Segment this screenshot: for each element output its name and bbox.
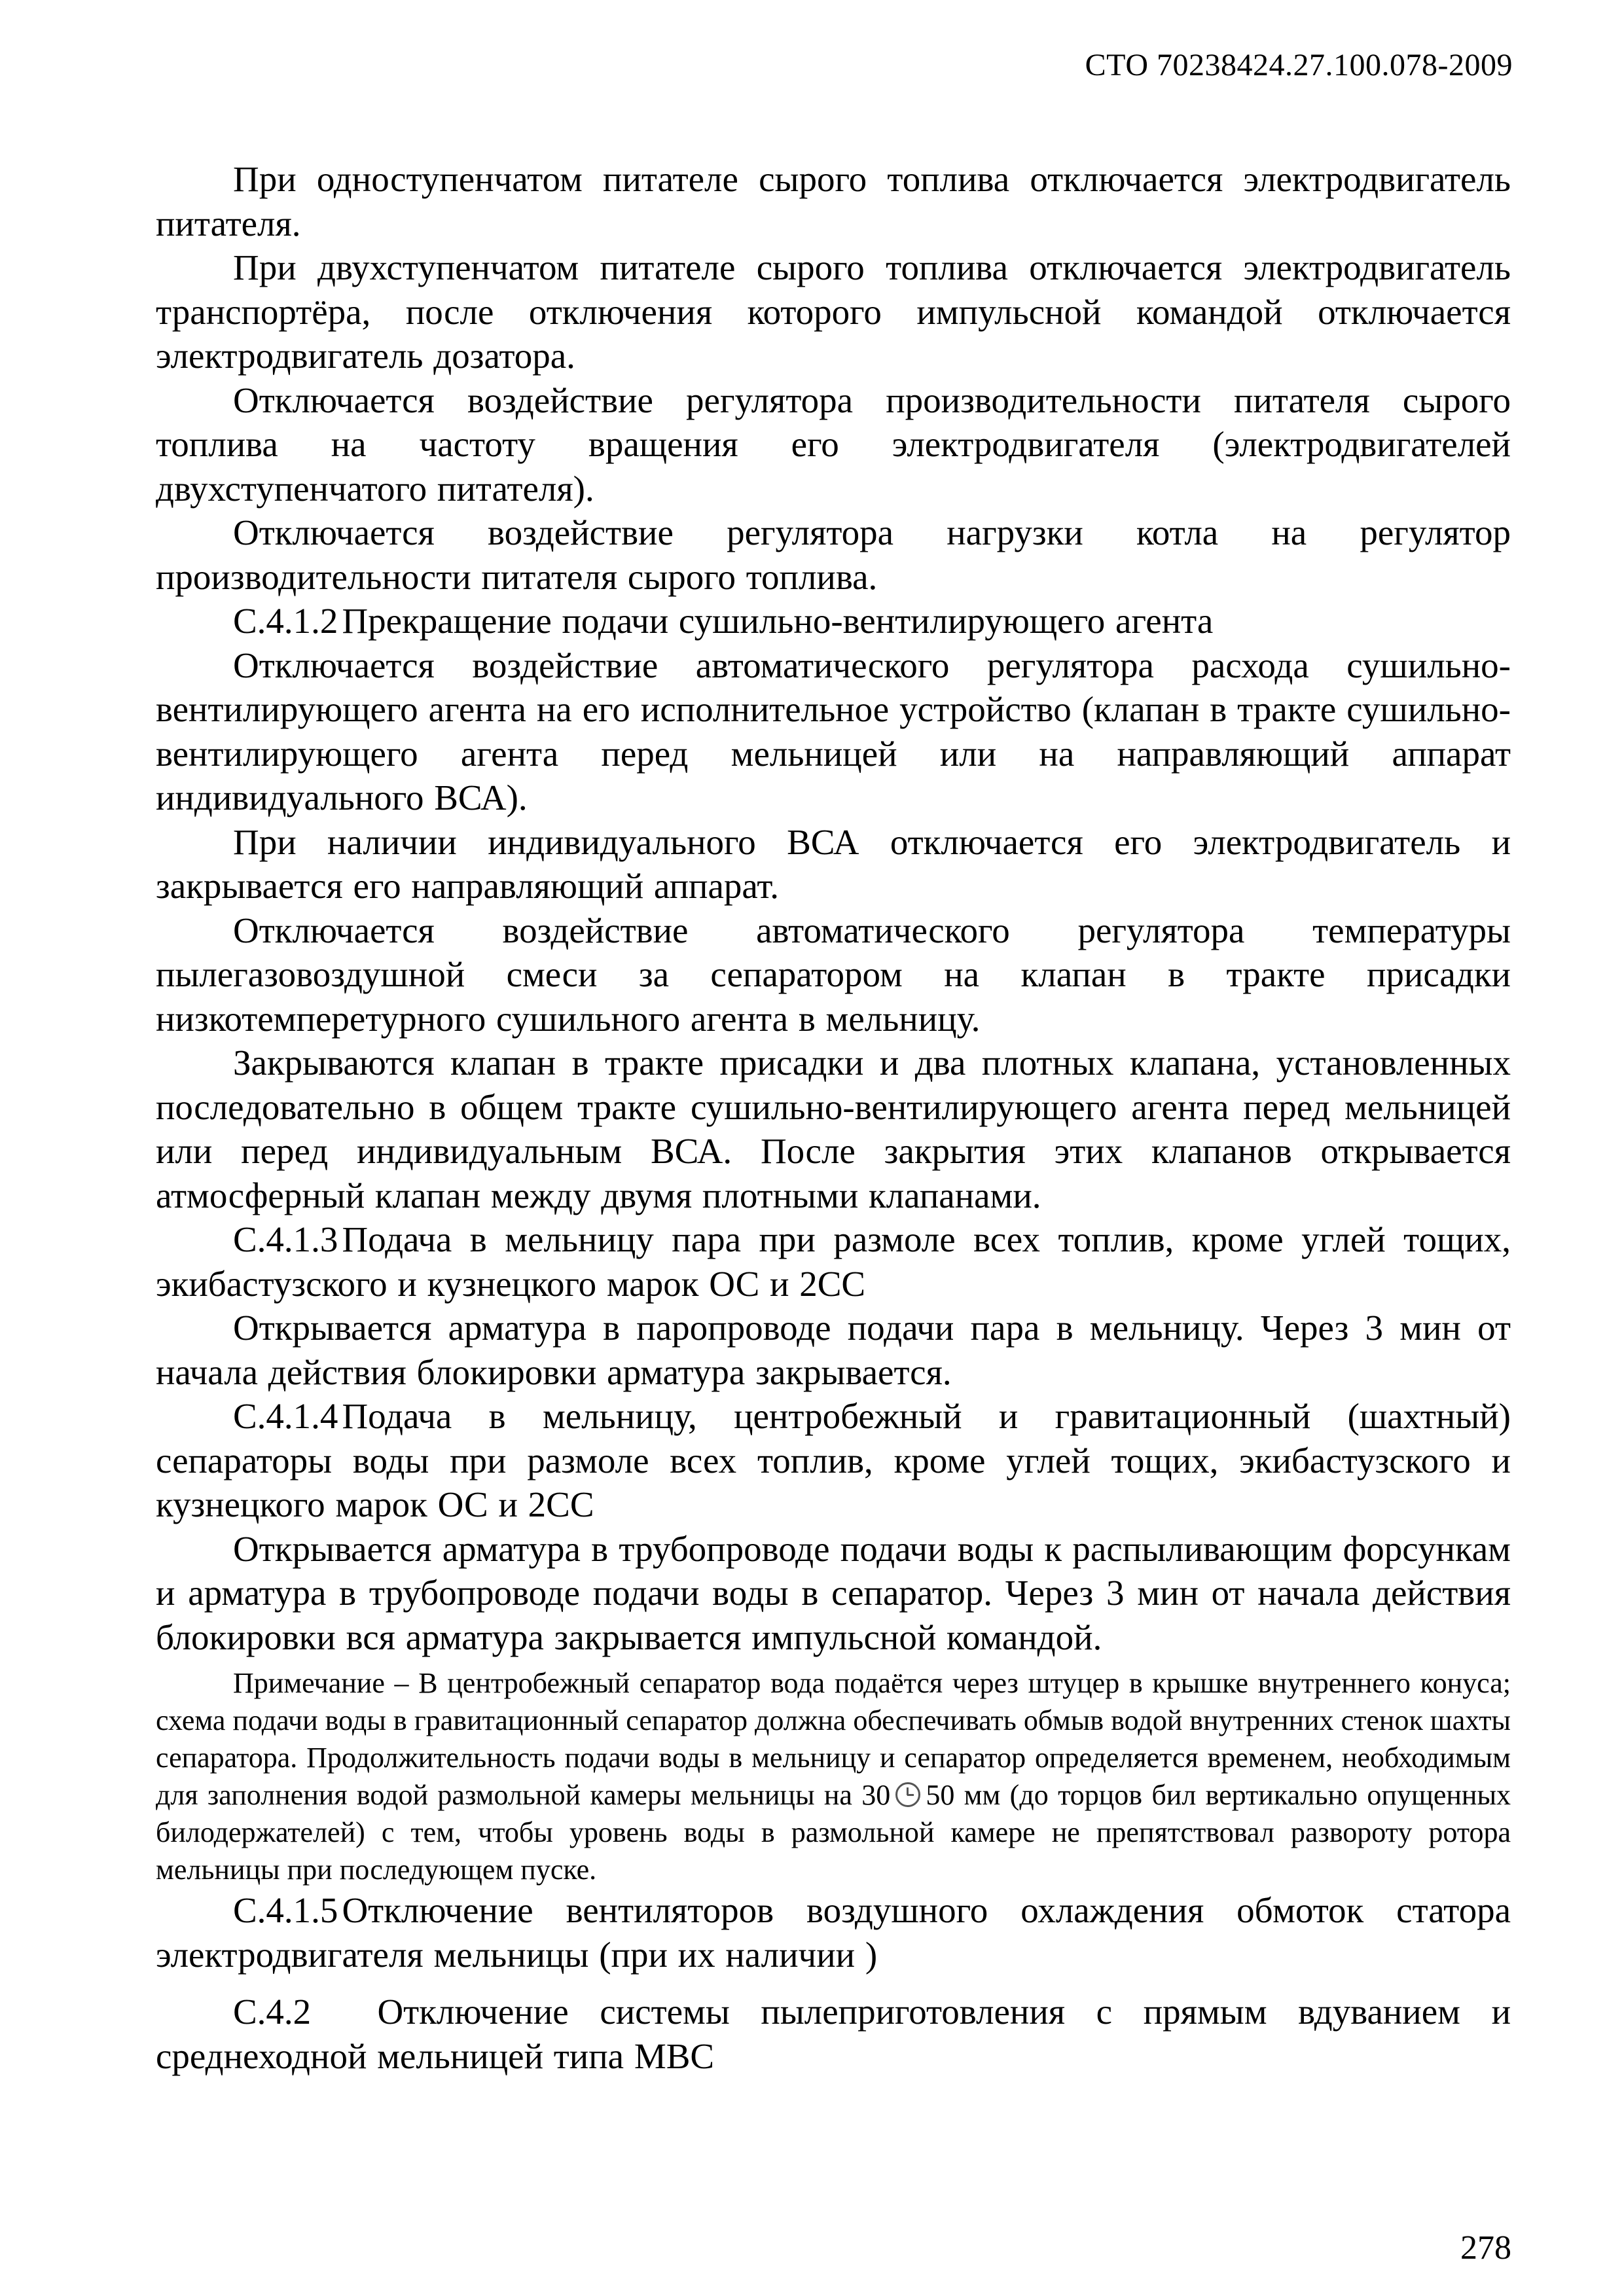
section-heading	[156, 1990, 1511, 2078]
paragraph: Открывается арматура в паропроводе подачи пара в мельницу. Через 3 мин от начала действия блокировки арматура закрывается.	[156, 1308, 1511, 1392]
paragraph: При наличии индивидуального ВСА отключается его электродвигатель и закрывается его направляющий аппарат.	[156, 821, 1511, 906]
paragraph: Отключается воздействие автоматического регулятора температуры пылегазовоздушной смеси за сепаратором на клапан в тракте присадки низкотемперетурного сушильного агента в мельницу.	[156, 910, 1511, 1039]
paragraph: Отключается воздействие регулятора производительности питателя сырого топлива на частоту вращения его электродвигателя (электродвигателей двухступенчатого питателя).	[156, 380, 1511, 509]
section-heading	[156, 1888, 1511, 1977]
section-number: С.4.2	[233, 1992, 312, 2032]
note-text-start: Примечание – В центробежный сепаратор вода подаётся через штуцер в крышке внутреннего конуса; схема подачи воды в гравитационный сепаратор должна обеспечивать обмыв водой внутренних стенок шахты сепаратора. Продолжительность подачи воды в мельницу и сепаратор определяется временем, необходимым для заполнения водой размольной камеры мельницы на 30	[156, 1667, 1511, 1811]
note	[156, 1664, 1511, 1888]
section-heading	[156, 1394, 1511, 1527]
note-text-end: 50 мм (до торцов бил вертикально опущенных билодержателей) с тем, чтобы уровень воды в размольной камере не препятствовал развороту ротора мельницы при последующем пуске.	[156, 1779, 1511, 1886]
clock-icon	[895, 1782, 920, 1807]
section-title: Подача в мельницу, центробежный и гравитационный (шахтный) сепараторы воды при размоле всех топлив, кроме углей тощих, экибастузского и кузнецкого марок ОС и 2СС	[156, 1396, 1511, 1524]
section-heading	[156, 599, 1511, 643]
section-title: Отключение системы пылеприготовления с прямым вдуванием и среднеходной мельницей типа МВС	[156, 1992, 1511, 2076]
section-number: С.4.1.3	[233, 1219, 338, 1259]
section-number: С.4.1.4	[233, 1396, 338, 1436]
paragraph: Отключается воздействие регулятора нагрузки котла на регулятор производительности питателя сырого топлива.	[156, 512, 1511, 597]
paragraph: Закрываются клапан в тракте присадки и два плотных клапана, установленных последовательно в общем тракте сушильно-вентилирующего агента перед мельницей или перед индивидуальным ВСА. После закрытия этих клапанов открывается атмосферный клапан между двумя плотными клапанами.	[156, 1043, 1511, 1215]
paragraph: Отключается воздействие автоматического регулятора расхода сушильно-вентилирующего агента на его исполнительное устройство (клапан в тракте сушильно-вентилирующего агента перед мельницей или на направляющий аппарат индивидуального ВСА).	[156, 645, 1511, 817]
paragraph: Открывается арматура в трубопроводе подачи воды к распыливающим форсункам и арматура в трубопроводе подачи воды в сепаратор. Через 3 мин от начала действия блокировки вся арматура закрывается импульсной командой.	[156, 1528, 1511, 1657]
page-number: 278	[1460, 2229, 1511, 2267]
section-title: Отключение вентиляторов воздушного охлаждения обмоток статора электродвигателя мельницы (при их наличии )	[156, 1890, 1511, 1975]
document-code: СТО 70238424.27.100.078-2009	[1085, 48, 1513, 82]
paragraph: При двухступенчатом питателе сырого топлива отключается электродвигатель транспортёра, после отключения которого импульсной командой отключается электродвигатель дозатора.	[156, 247, 1511, 376]
section-number: С.4.1.2	[233, 601, 338, 641]
document-body	[156, 157, 1511, 2078]
paragraph: При одноступенчатом питателе сырого топлива отключается электродвигатель питателя.	[156, 159, 1511, 243]
section-title: Прекращение подачи сушильно-вентилирующего агента	[342, 601, 1214, 641]
section-title: Подача в мельницу пара при размоле всех топлив, кроме углей тощих, экибастузского и кузнецкого марок ОС и 2СС	[156, 1219, 1511, 1304]
section-heading	[156, 1217, 1511, 1306]
section-number: С.4.1.5	[233, 1890, 338, 1930]
